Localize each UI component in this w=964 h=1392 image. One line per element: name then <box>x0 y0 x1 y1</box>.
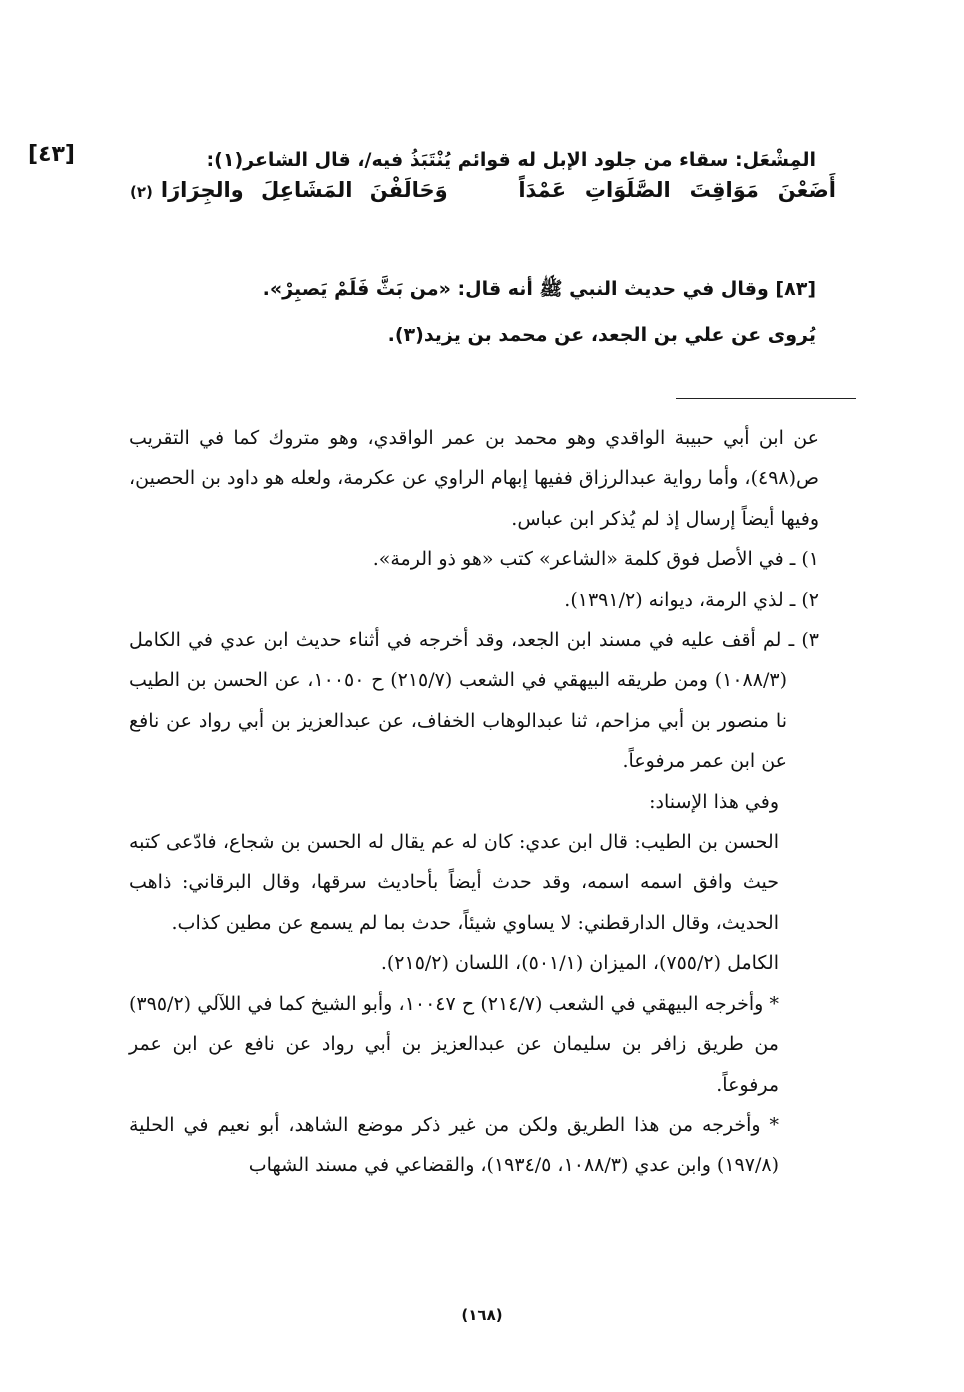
verse-word <box>130 178 244 202</box>
footnote-paragraph: * وأخرجه من هذا الطريق ولكن من غير ذكر موضع الشاهد، أبو نعيم في الحلية (١٩٧/٨) وابن عدي (١٠٨٨/٣، ١٩٣٤/٥)، والقضاعي في مسند الشهاب <box>129 1113 779 1177</box>
footnote-2: ٢) ـ لذي الرمة، ديوانه (١٣٩١/٢). <box>564 588 819 611</box>
verse-word: عَمْدَاً <box>518 178 567 202</box>
main-text-line: المِشْعَل: سقاء من جلود الإبل له قوائم يُنْتَبَذُ فيه/، قال الشاعر(١): <box>206 149 816 171</box>
verse-word: الصَّلَوَاتِ <box>584 178 671 202</box>
verse-last-word: والجِرَارَا <box>160 178 244 202</box>
poetry-verse <box>130 178 836 202</box>
footnote-1: ١) ـ في الأصل فوق كلمة «الشاعر» كتب «هو ذو الرمة». <box>372 548 819 571</box>
verse-word: وَحَالَفْنَ <box>369 178 448 202</box>
verse-word: أَضَعْنَ <box>777 178 836 202</box>
entry-83 <box>116 266 816 358</box>
verse-footnote-ref: (٢) <box>130 183 153 201</box>
footnote-continuation: عن ابن أبي حبيبة الواقدي وهو محمد بن عمر الواقدي، وهو متروك كما في التقريب ص(٤٩٨)، وأما رواية عبدالرزاق ففيها إبهام الراوي عن عكرمة، ولعله هو داود بن الحصين، وفيها أيضاً إرسال إذ لم يُذكر ابن عباس. <box>129 427 819 530</box>
entry-line-narration: يُروى عن علي بن الجعد، عن محمد بن يزيد(٣). <box>387 324 816 346</box>
footnote-paragraph: الحسن بن الطيب: قال ابن عدي: كان له عم يقال له الحسن بن شجاع، فادّعى كتبه حيث وافق اسمه اسمه، وقد حدث أيضاً بأحاديث سرقها، وقال البرقاني: ذاهب الحديث، وقال الدارقطني: لا يساوي شيئاً، حدث بما لم يسمع عن مطين كذاب. <box>129 831 779 934</box>
entry-line-hadith: [٨٣] وقال في حديث النبي ﷺ أنه قال: «من بَثَّ فَلَمْ يَصبِرْ». <box>262 278 816 300</box>
folio-marker: [٤٣] <box>28 142 75 167</box>
footnote-paragraph: وفي هذا الإسناد: <box>649 790 779 813</box>
footnotes <box>129 418 819 1186</box>
footnote-3: ٣) ـ لم أقف عليه في مسند ابن الجعد، وقد أخرجه في أثناء حديث ابن عدي في الكامل (١٠٨٨/٣) ومن طريقه البيهقي في الشعب (٢١٥/٧) ح ١٠٠٥٠، عن الحسن بن الطيب نا منصور بن أبي مزاحم، ثنا عبدالوهاب الخفاف، عن عبدالعزيز بن أبي رواد عن نافع عن ابن عمر مرفوعاً. <box>129 629 819 773</box>
page-number: (١٦٨) <box>461 1306 503 1324</box>
verse-hemistich-second <box>130 178 448 202</box>
footnote-separator <box>676 398 856 399</box>
verse-word: مَوَاقِتَ <box>689 178 759 202</box>
verse-hemistich-first <box>518 178 836 202</box>
verse-word: المَشَاعِلَ <box>260 178 353 202</box>
footnote-paragraph: * وأخرجه البيهقي في الشعب (٢١٤/٧) ح ١٠٠٤٧، وأبو الشيخ كما في اللآلي (٣٩٥/٢) من طريق زافر بن سليمان عن عبدالعزيز بن أبي رواد عن نافع عن ابن عمر مرفوعاً. <box>129 992 779 1096</box>
footnote-paragraph: الكامل (٧٥٥/٢)، الميزان (٥٠١/١)، اللسان (٢١٥/٢). <box>380 952 779 975</box>
